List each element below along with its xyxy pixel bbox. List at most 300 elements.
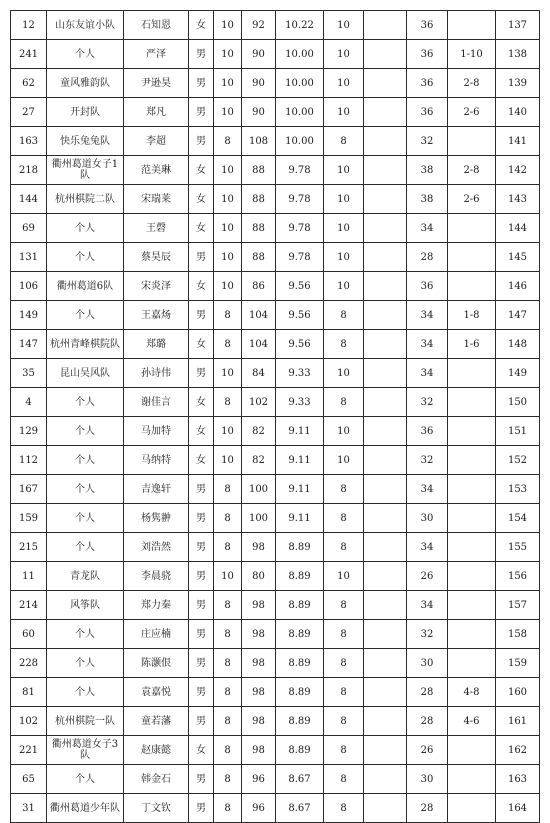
tiebreak-cell [448,388,496,417]
average-cell: 10.00 [276,98,324,127]
blank-cell [364,185,407,214]
player-cell: 李晨骁 [124,562,189,591]
team-cell: 衢州葛道女子1队 [47,156,124,185]
points-cell: 26 [407,736,448,765]
id-cell: 214 [11,591,47,620]
gender-cell: 男 [189,678,214,707]
average-cell: 9.78 [276,243,324,272]
average-cell: 9.11 [276,504,324,533]
blank-cell [364,359,407,388]
points-cell: 34 [407,475,448,504]
rank-cell: 150 [496,388,540,417]
tiebreak-cell: 1-10 [448,40,496,69]
tiebreak-cell [448,533,496,562]
blank-cell [364,794,407,823]
player-cell: 宋炎泽 [124,272,189,301]
rounds-cell: 8 [214,533,242,562]
team-cell: 童风雅韵队 [47,69,124,98]
id-cell: 167 [11,475,47,504]
player-cell: 石知恩 [124,11,189,40]
team-cell: 个人 [47,533,124,562]
wins-cell: 8 [324,591,364,620]
tiebreak-cell: 2-8 [448,156,496,185]
team-cell: 个人 [47,388,124,417]
average-cell: 9.78 [276,185,324,214]
gender-cell: 女 [189,214,214,243]
rank-cell: 164 [496,794,540,823]
score-cell: 98 [242,591,276,620]
team-cell: 衢州葛道少年队 [47,794,124,823]
player-cell: 马加特 [124,417,189,446]
id-cell: 218 [11,156,47,185]
id-cell: 163 [11,127,47,156]
score-cell: 82 [242,417,276,446]
table-row [11,185,540,214]
team-cell: 个人 [47,301,124,330]
score-cell: 104 [242,301,276,330]
score-cell: 88 [242,243,276,272]
wins-cell: 8 [324,127,364,156]
score-cell: 88 [242,185,276,214]
team-cell: 昆山吴风队 [47,359,124,388]
points-cell: 38 [407,185,448,214]
average-cell: 10.00 [276,69,324,98]
score-cell: 96 [242,765,276,794]
score-cell: 96 [242,794,276,823]
average-cell: 9.56 [276,272,324,301]
rounds-cell: 10 [214,272,242,301]
rounds-cell: 10 [214,417,242,446]
table-row [11,591,540,620]
average-cell: 8.89 [276,620,324,649]
team-cell: 开封队 [47,98,124,127]
id-cell: 241 [11,40,47,69]
tiebreak-cell [448,11,496,40]
player-cell: 范美琳 [124,156,189,185]
id-cell: 102 [11,707,47,736]
wins-cell: 10 [324,40,364,69]
points-cell: 32 [407,127,448,156]
team-cell: 个人 [47,475,124,504]
rounds-cell: 8 [214,330,242,359]
tiebreak-cell [448,272,496,301]
rounds-cell: 10 [214,214,242,243]
player-cell: 李超 [124,127,189,156]
gender-cell: 男 [189,69,214,98]
table-row [11,620,540,649]
table-row [11,504,540,533]
wins-cell: 8 [324,301,364,330]
id-cell: 129 [11,417,47,446]
rank-cell: 163 [496,765,540,794]
team-cell: 个人 [47,649,124,678]
team-cell: 个人 [47,40,124,69]
rank-cell: 138 [496,40,540,69]
wins-cell: 8 [324,765,364,794]
table-row [11,214,540,243]
wins-cell: 8 [324,707,364,736]
gender-cell: 女 [189,388,214,417]
table-row [11,736,540,765]
wins-cell: 10 [324,69,364,98]
gender-cell: 女 [189,156,214,185]
tiebreak-cell [448,649,496,678]
blank-cell [364,591,407,620]
rank-cell: 160 [496,678,540,707]
average-cell: 8.89 [276,649,324,678]
rounds-cell: 10 [214,562,242,591]
points-cell: 28 [407,243,448,272]
wins-cell: 10 [324,214,364,243]
average-cell: 9.33 [276,388,324,417]
blank-cell [364,533,407,562]
points-cell: 34 [407,359,448,388]
average-cell: 9.11 [276,446,324,475]
rank-cell: 153 [496,475,540,504]
wins-cell: 8 [324,533,364,562]
tiebreak-cell [448,243,496,272]
score-cell: 98 [242,649,276,678]
rounds-cell: 10 [214,156,242,185]
player-cell: 刘浩然 [124,533,189,562]
player-cell: 郑凡 [124,98,189,127]
rounds-cell: 8 [214,127,242,156]
points-cell: 36 [407,272,448,301]
team-cell: 个人 [47,765,124,794]
id-cell: 106 [11,272,47,301]
blank-cell [364,504,407,533]
table-row [11,388,540,417]
points-cell: 36 [407,69,448,98]
id-cell: 4 [11,388,47,417]
blank-cell [364,765,407,794]
score-cell: 98 [242,533,276,562]
score-cell: 88 [242,156,276,185]
rank-cell: 151 [496,417,540,446]
blank-cell [364,707,407,736]
rank-cell: 162 [496,736,540,765]
rounds-cell: 8 [214,591,242,620]
player-cell: 韩金石 [124,765,189,794]
points-cell: 34 [407,330,448,359]
rank-cell: 147 [496,301,540,330]
table-row [11,127,540,156]
gender-cell: 男 [189,794,214,823]
average-cell: 9.33 [276,359,324,388]
wins-cell: 8 [324,794,364,823]
rank-cell: 156 [496,562,540,591]
points-cell: 36 [407,40,448,69]
table-row [11,649,540,678]
table-row [11,272,540,301]
blank-cell [364,446,407,475]
score-cell: 82 [242,446,276,475]
points-cell: 36 [407,98,448,127]
gender-cell: 女 [189,417,214,446]
points-cell: 28 [407,794,448,823]
id-cell: 144 [11,185,47,214]
id-cell: 147 [11,330,47,359]
blank-cell [364,388,407,417]
table-row [11,707,540,736]
tiebreak-cell [448,794,496,823]
rounds-cell: 10 [214,11,242,40]
rounds-cell: 8 [214,649,242,678]
tiebreak-cell [448,736,496,765]
id-cell: 35 [11,359,47,388]
average-cell: 9.78 [276,214,324,243]
player-cell: 丁文钦 [124,794,189,823]
table-row [11,330,540,359]
points-cell: 34 [407,533,448,562]
average-cell: 9.78 [276,156,324,185]
wins-cell: 10 [324,562,364,591]
score-cell: 98 [242,678,276,707]
blank-cell [364,678,407,707]
rounds-cell: 10 [214,243,242,272]
team-cell: 衢州葛道6队 [47,272,124,301]
score-cell: 90 [242,69,276,98]
points-cell: 34 [407,301,448,330]
score-cell: 84 [242,359,276,388]
id-cell: 60 [11,620,47,649]
table-row [11,40,540,69]
rank-cell: 157 [496,591,540,620]
points-cell: 34 [407,214,448,243]
tiebreak-cell [448,417,496,446]
gender-cell: 男 [189,127,214,156]
blank-cell [364,40,407,69]
wins-cell: 8 [324,736,364,765]
rank-cell: 141 [496,127,540,156]
rank-cell: 158 [496,620,540,649]
blank-cell [364,475,407,504]
team-cell: 个人 [47,620,124,649]
points-cell: 26 [407,562,448,591]
score-cell: 86 [242,272,276,301]
id-cell: 149 [11,301,47,330]
id-cell: 159 [11,504,47,533]
team-cell: 杭州棋院一队 [47,707,124,736]
player-cell: 陈灏佷 [124,649,189,678]
tiebreak-cell [448,765,496,794]
average-cell: 8.67 [276,794,324,823]
id-cell: 81 [11,678,47,707]
tiebreak-cell: 4-8 [448,678,496,707]
wins-cell: 8 [324,649,364,678]
tiebreak-cell [448,620,496,649]
blank-cell [364,736,407,765]
rounds-cell: 8 [214,794,242,823]
player-cell: 谢佳言 [124,388,189,417]
player-cell: 蔡昊辰 [124,243,189,272]
average-cell: 8.89 [276,533,324,562]
id-cell: 62 [11,69,47,98]
average-cell: 8.89 [276,736,324,765]
score-cell: 104 [242,330,276,359]
gender-cell: 男 [189,620,214,649]
rounds-cell: 8 [214,765,242,794]
tiebreak-cell [448,446,496,475]
rank-cell: 139 [496,69,540,98]
blank-cell [364,330,407,359]
average-cell: 10.00 [276,127,324,156]
score-cell: 100 [242,475,276,504]
table-row [11,156,540,185]
table-row [11,678,540,707]
rounds-cell: 10 [214,446,242,475]
blank-cell [364,69,407,98]
table-row [11,533,540,562]
points-cell: 34 [407,591,448,620]
id-cell: 221 [11,736,47,765]
ranking-table [10,10,540,823]
team-cell: 个人 [47,243,124,272]
rank-cell: 154 [496,504,540,533]
table-row [11,69,540,98]
id-cell: 112 [11,446,47,475]
player-cell: 庄应楠 [124,620,189,649]
id-cell: 215 [11,533,47,562]
gender-cell: 男 [189,591,214,620]
table-row [11,417,540,446]
player-cell: 郑力秦 [124,591,189,620]
team-cell: 山东友谊小队 [47,11,124,40]
table-row [11,243,540,272]
id-cell: 12 [11,11,47,40]
score-cell: 108 [242,127,276,156]
blank-cell [364,127,407,156]
tiebreak-cell [448,591,496,620]
player-cell: 袁嘉悦 [124,678,189,707]
tiebreak-cell [448,127,496,156]
points-cell: 32 [407,388,448,417]
table-row [11,446,540,475]
rank-cell: 152 [496,446,540,475]
points-cell: 36 [407,11,448,40]
score-cell: 98 [242,707,276,736]
tiebreak-cell: 1-8 [448,301,496,330]
points-cell: 36 [407,417,448,446]
wins-cell: 10 [324,417,364,446]
rounds-cell: 10 [214,69,242,98]
tiebreak-cell [448,562,496,591]
gender-cell: 女 [189,272,214,301]
points-cell: 38 [407,156,448,185]
gender-cell: 女 [189,11,214,40]
average-cell: 8.67 [276,765,324,794]
blank-cell [364,417,407,446]
wins-cell: 10 [324,272,364,301]
rounds-cell: 10 [214,40,242,69]
average-cell: 8.89 [276,707,324,736]
blank-cell [364,649,407,678]
player-cell: 严泽 [124,40,189,69]
gender-cell: 男 [189,475,214,504]
points-cell: 30 [407,765,448,794]
table-row [11,98,540,127]
rank-cell: 146 [496,272,540,301]
blank-cell [364,301,407,330]
rounds-cell: 8 [214,301,242,330]
average-cell: 9.11 [276,417,324,446]
rounds-cell: 8 [214,388,242,417]
team-cell: 个人 [47,678,124,707]
wins-cell: 10 [324,359,364,388]
team-cell: 个人 [47,446,124,475]
tiebreak-cell: 2-8 [448,69,496,98]
gender-cell: 男 [189,649,214,678]
rounds-cell: 8 [214,504,242,533]
team-cell: 杭州青峰棋院队 [47,330,124,359]
tiebreak-cell: 2-6 [448,185,496,214]
wins-cell: 8 [324,504,364,533]
rounds-cell: 8 [214,678,242,707]
gender-cell: 男 [189,301,214,330]
id-cell: 27 [11,98,47,127]
score-cell: 88 [242,214,276,243]
rank-cell: 149 [496,359,540,388]
gender-cell: 男 [189,243,214,272]
team-cell: 衢州葛道女子3队 [47,736,124,765]
blank-cell [364,214,407,243]
id-cell: 31 [11,794,47,823]
gender-cell: 男 [189,504,214,533]
blank-cell [364,620,407,649]
gender-cell: 女 [189,446,214,475]
rank-cell: 144 [496,214,540,243]
ranking-table-body [11,11,540,823]
wins-cell: 10 [324,243,364,272]
table-row [11,562,540,591]
blank-cell [364,272,407,301]
tiebreak-cell [448,214,496,243]
rounds-cell: 10 [214,359,242,388]
score-cell: 98 [242,736,276,765]
wins-cell: 10 [324,98,364,127]
player-cell: 孙诗伟 [124,359,189,388]
player-cell: 赵康懿 [124,736,189,765]
average-cell: 8.89 [276,591,324,620]
id-cell: 228 [11,649,47,678]
score-cell: 92 [242,11,276,40]
table-row [11,301,540,330]
rounds-cell: 10 [214,98,242,127]
player-cell: 王嘉炀 [124,301,189,330]
rank-cell: 161 [496,707,540,736]
points-cell: 32 [407,446,448,475]
rounds-cell: 8 [214,707,242,736]
rank-cell: 137 [496,11,540,40]
rank-cell: 142 [496,156,540,185]
table-row [11,765,540,794]
score-cell: 80 [242,562,276,591]
gender-cell: 男 [189,562,214,591]
points-cell: 28 [407,707,448,736]
points-cell: 30 [407,649,448,678]
score-cell: 90 [242,98,276,127]
rank-cell: 159 [496,649,540,678]
team-cell: 青龙队 [47,562,124,591]
team-cell: 风筝队 [47,591,124,620]
team-cell: 个人 [47,504,124,533]
average-cell: 9.56 [276,301,324,330]
id-cell: 131 [11,243,47,272]
id-cell: 11 [11,562,47,591]
rounds-cell: 8 [214,620,242,649]
id-cell: 65 [11,765,47,794]
score-cell: 102 [242,388,276,417]
